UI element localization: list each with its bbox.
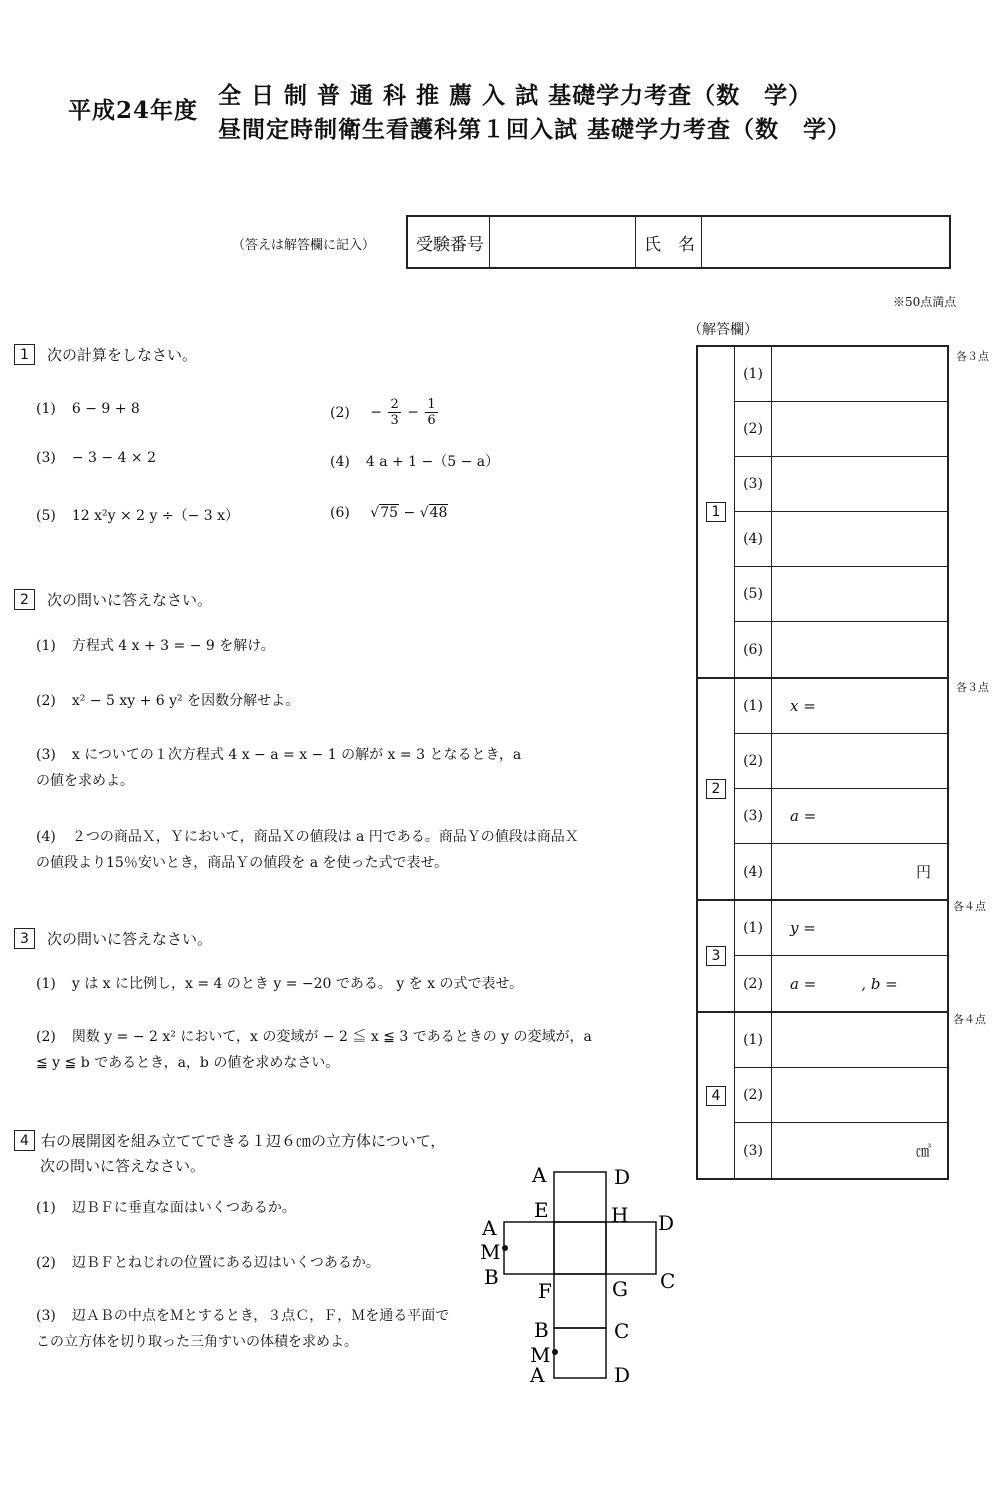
vertex-label: F	[538, 1279, 552, 1303]
q4-number: 4	[14, 1130, 35, 1151]
vertex-label: H	[611, 1203, 629, 1227]
row-number: (1)	[735, 679, 772, 733]
answer-field[interactable]	[772, 1068, 947, 1122]
net-face-top	[554, 1172, 606, 1222]
q4-heading	[14, 1130, 445, 1151]
q3-heading	[14, 928, 212, 949]
net-face-bottom	[554, 1328, 606, 1378]
vertex-label: M	[480, 1240, 501, 1264]
points-label-3: 各４点	[953, 900, 986, 913]
q2-item-4	[36, 824, 586, 876]
answer-row	[735, 789, 947, 844]
row-number: (2)	[735, 956, 772, 1011]
exam-title-line1: 全 日 制 普 通 科 推 薦 入 試 基礎学力考査（数 学）	[218, 82, 813, 109]
q2-number: 2	[14, 589, 35, 610]
item-text: y は x に比例し，x = 4 のとき y = −20 である。 y を x の式で表せ。	[71, 976, 524, 992]
vertex-label: A	[482, 1216, 497, 1240]
q2-heading-text: 次の問いに答えなさい。	[47, 591, 213, 609]
q2-item-2	[36, 690, 299, 710]
name-field[interactable]	[702, 217, 949, 267]
q1-item-1	[36, 401, 140, 417]
q2-item-3	[36, 742, 536, 794]
vertex-label: C	[614, 1319, 630, 1343]
q1-number: 1	[14, 344, 35, 365]
answer-row	[735, 1013, 947, 1068]
section-label	[698, 679, 735, 899]
section-label	[698, 347, 735, 677]
item-number: (3)	[36, 747, 56, 763]
q3-item-2	[36, 1024, 606, 1076]
item-number: (6)	[330, 505, 350, 521]
item-text: 方程式 4 x + 3 = − 9 を解け。	[71, 638, 275, 654]
answer-row	[735, 567, 947, 622]
answer-row	[735, 402, 947, 457]
vertex-label: D	[614, 1165, 631, 1189]
q4-heading-text: 右の展開図を組み立ててできる１辺６㎝の立方体について，	[41, 1132, 446, 1150]
q3-heading-text: 次の問いに答えなさい。	[47, 930, 213, 948]
vertex-label: C	[660, 1269, 676, 1293]
row-number: (2)	[735, 1068, 772, 1122]
section-number: 2	[706, 779, 726, 799]
unit-label: ㎤	[915, 1142, 931, 1160]
row-number: (1)	[735, 347, 772, 401]
vertex-label: E	[534, 1198, 549, 1222]
item-text: 辺ＢＦとねじれの位置にある辺はいくつあるか。	[71, 1255, 380, 1271]
row-number: (1)	[735, 1013, 772, 1067]
item-number: (3)	[36, 450, 56, 466]
vertex-label: A	[530, 1363, 545, 1387]
answer-row	[735, 1068, 947, 1123]
item-number: (2)	[36, 693, 56, 709]
q2-item-1	[36, 635, 275, 655]
answer-field[interactable]	[772, 734, 947, 788]
answer-field[interactable]	[772, 1013, 947, 1067]
score-note: ※50点満点	[893, 295, 957, 309]
answer-prefix: a =	[790, 807, 817, 825]
answer-field[interactable]	[772, 956, 947, 1011]
row-number: (6)	[735, 622, 772, 677]
denominator: 6	[427, 413, 436, 428]
vertex-label: D	[614, 1363, 631, 1387]
item-text: 6 − 9 + 8	[71, 401, 140, 417]
answer-row	[735, 901, 947, 956]
q1-item-3	[36, 450, 156, 466]
answer-row	[735, 956, 947, 1011]
net-face-center	[554, 1222, 606, 1274]
answer-field[interactable]	[772, 1123, 947, 1178]
sqrt-75: √75	[370, 505, 399, 521]
answer-field[interactable]	[772, 679, 947, 733]
item-text: 辺ＢＦに垂直な面はいくつあるか。	[71, 1200, 296, 1216]
item-text: 関数 y = − 2 x² において，x の変域が − 2 ≦ x ≦ 3 であるときの y の変域が，a ≦ y ≦ b であるとき，a，b の値を求めなさい。	[36, 1029, 592, 1071]
answer-field[interactable]	[772, 567, 947, 621]
cube-net-diagram	[476, 1160, 696, 1390]
item-text: ２つの商品Ｘ，Ｙにおいて，商品Ｘの値段は a 円である。商品Ｙの値段は商品Ｘの値段より15％安いとき，商品Ｙの値段を a を使った式で表せ。	[36, 829, 579, 871]
row-number: (3)	[735, 1123, 772, 1178]
answer-prefix: y =	[790, 919, 816, 937]
answer-sheet	[696, 345, 949, 1180]
answer-prefix: a = , b =	[790, 975, 898, 993]
item-number: (2)	[330, 404, 350, 421]
exam-number-field[interactable]	[490, 217, 636, 267]
fraction	[425, 397, 437, 428]
section-label	[698, 1013, 735, 1178]
fraction	[388, 397, 400, 428]
item-text: 辺ＡＢの中点をＭとするとき，３点Ｃ，Ｆ，Ｍを通る平面でこの立方体を切り取った三角すいの体積を求めよ。	[36, 1308, 450, 1350]
sqrt-48: √48	[419, 505, 448, 521]
exam-number-label: 受験番号	[408, 217, 490, 267]
numerator: 1	[427, 397, 436, 412]
q1-item-2	[330, 397, 440, 428]
minus-sign: −	[370, 404, 383, 421]
midpoint-m-left	[502, 1245, 508, 1251]
answer-row	[735, 844, 947, 899]
unit-label: 円	[915, 863, 931, 881]
answer-section-2	[698, 679, 947, 901]
section-number: 4	[706, 1086, 726, 1106]
answer-row	[735, 512, 947, 567]
exam-year: 平成24年度	[68, 97, 199, 124]
answer-row	[735, 347, 947, 402]
id-box	[406, 215, 951, 269]
answer-field[interactable]	[772, 402, 947, 456]
net-outline	[504, 1172, 656, 1378]
row-number: (2)	[735, 402, 772, 456]
q3-item-1	[36, 973, 523, 993]
minus-sign: −	[403, 505, 416, 521]
item-number: (1)	[36, 401, 56, 417]
section-label	[698, 901, 735, 1011]
q1-heading-text: 次の計算をしなさい。	[47, 346, 198, 364]
points-label-4: 各４点	[953, 1013, 986, 1026]
answer-section-4	[698, 1013, 947, 1178]
answer-instruction: （答えは解答欄に記入）	[232, 238, 376, 253]
item-number: (1)	[36, 1200, 56, 1216]
answer-field[interactable]	[772, 457, 947, 511]
item-number: (3)	[36, 1308, 56, 1324]
answer-row	[735, 622, 947, 677]
points-label-2: 各３点	[956, 681, 989, 694]
answer-field[interactable]	[772, 901, 947, 955]
numerator: 2	[390, 397, 399, 412]
row-number: (4)	[735, 512, 772, 566]
q4-item-2	[36, 1252, 380, 1272]
answer-field[interactable]	[772, 789, 947, 843]
section-number: 3	[706, 946, 726, 966]
answer-field[interactable]	[772, 512, 947, 566]
item-number: (4)	[36, 829, 56, 845]
answer-row	[735, 457, 947, 512]
q4-item-3	[36, 1303, 456, 1355]
radicand: 75	[380, 505, 399, 521]
net-face-right	[606, 1222, 656, 1274]
vertex-label: B	[484, 1265, 499, 1289]
name-label: 氏 名	[636, 217, 702, 267]
q1-item-4	[330, 451, 499, 471]
vertex-label: G	[612, 1277, 628, 1301]
denominator: 3	[390, 413, 399, 428]
points-label-1: 各３点	[956, 350, 989, 363]
answer-sheet-title: （解答欄）	[688, 322, 758, 338]
item-text: − 3 − 4 × 2	[71, 450, 157, 466]
item-number: (4)	[330, 454, 350, 470]
q3-number: 3	[14, 928, 35, 949]
vertex-label: M	[530, 1343, 551, 1367]
q2-heading	[14, 589, 212, 610]
vertex-label: D	[658, 1211, 675, 1235]
q1-item-6	[330, 505, 448, 521]
item-number: (1)	[36, 976, 56, 992]
item-number: (1)	[36, 638, 56, 654]
row-number: (5)	[735, 567, 772, 621]
q1-heading	[14, 344, 197, 365]
answer-row	[735, 679, 947, 734]
net-face-lower	[554, 1274, 606, 1328]
item-text: 4 a + 1 −（5 − a）	[365, 454, 500, 470]
net-face-left	[504, 1222, 554, 1274]
answer-section-3	[698, 901, 947, 1013]
answer-row	[735, 1123, 947, 1178]
q1-item-5	[36, 505, 239, 525]
item-text: 12 x²y × 2 y ÷（− 3 x）	[71, 508, 240, 524]
item-number: (5)	[36, 508, 56, 524]
answer-field[interactable]	[772, 844, 947, 899]
midpoint-m-lower	[552, 1349, 558, 1355]
answer-prefix: x =	[790, 697, 816, 715]
item-text: x² − 5 xy + 6 y² を因数分解せよ。	[71, 693, 300, 709]
item-number: (2)	[36, 1255, 56, 1271]
row-number: (3)	[735, 457, 772, 511]
answer-field[interactable]	[772, 347, 947, 401]
row-number: (2)	[735, 734, 772, 788]
q4-heading-line2: 次の問いに答えなさい。	[40, 1157, 206, 1175]
row-number: (1)	[735, 901, 772, 955]
exam-title-line2: 昼間定時制衛生看護科第１回入試 基礎学力考査（数 学）	[218, 116, 852, 143]
item-number: (2)	[36, 1029, 56, 1045]
answer-field[interactable]	[772, 622, 947, 677]
item-text: x についての１次方程式 4 x − a = x − 1 の解が x = 3 となるとき，a の値を求めよ。	[36, 747, 522, 789]
answer-row	[735, 734, 947, 789]
answer-section-1	[698, 347, 947, 679]
row-number: (4)	[735, 844, 772, 899]
row-number: (3)	[735, 789, 772, 843]
vertex-label: A	[532, 1163, 547, 1187]
minus-sign: −	[407, 404, 419, 421]
vertex-label: B	[534, 1318, 549, 1342]
radicand: 48	[429, 505, 448, 521]
section-number: 1	[706, 502, 726, 522]
q4-item-1	[36, 1197, 296, 1217]
